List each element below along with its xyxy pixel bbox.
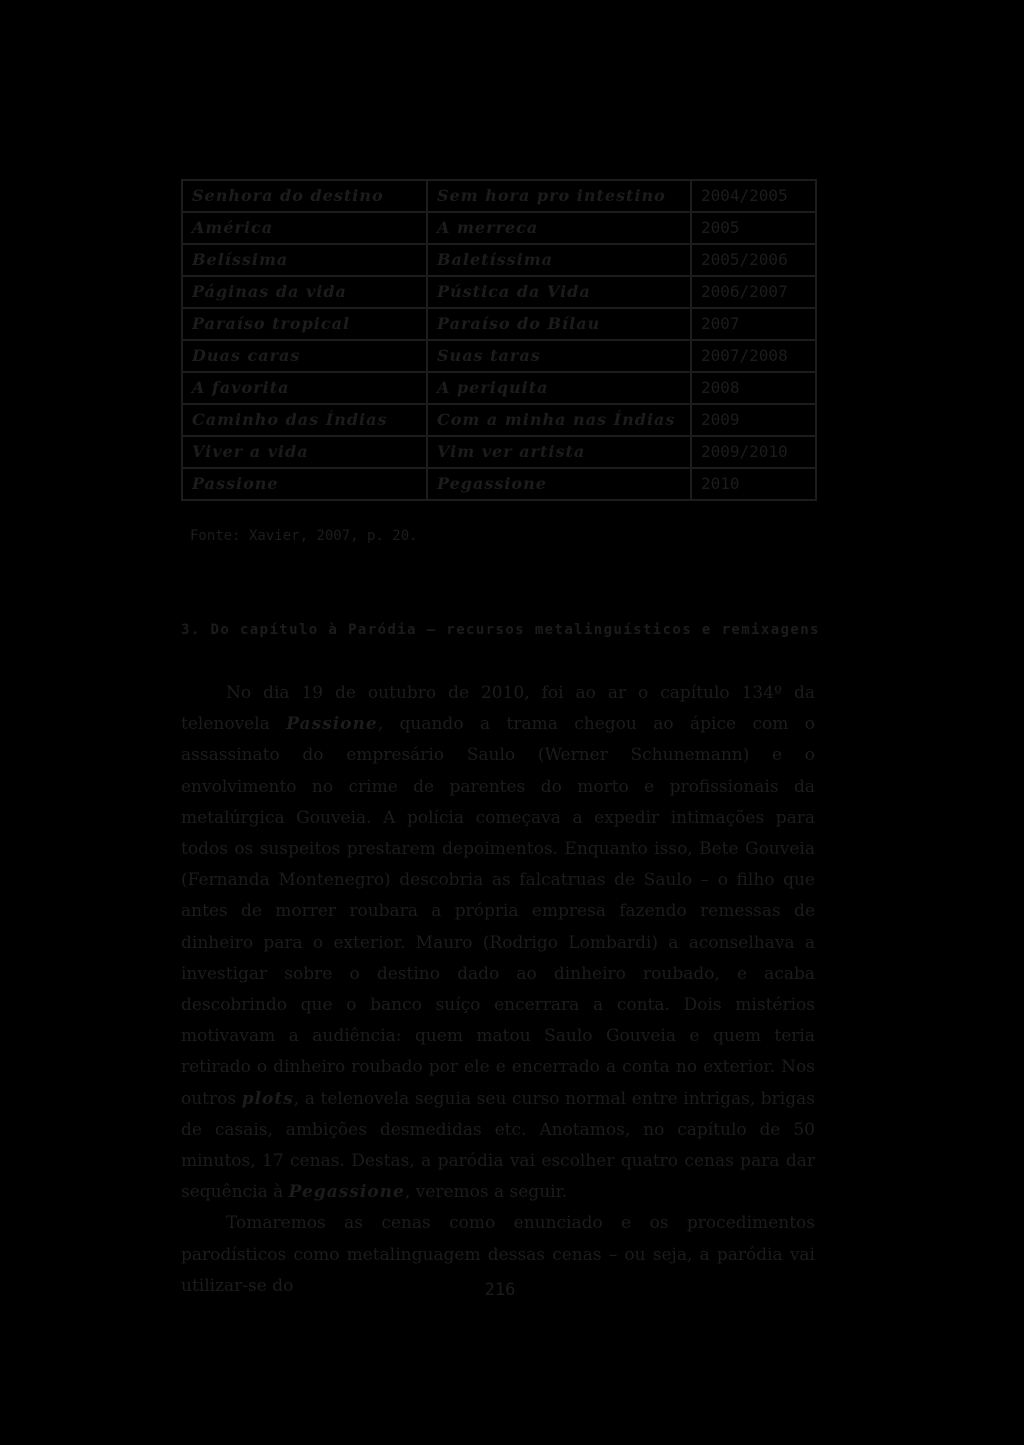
table-row <box>182 340 816 372</box>
parody-title-cell: A merreca <box>427 212 691 244</box>
year-cell: 2004/2005 <box>691 180 816 212</box>
parody-title-cell: Com a minha nas Índias <box>427 404 691 436</box>
italic-term: Passione <box>286 714 378 735</box>
parody-title-cell: Suas taras <box>427 340 691 372</box>
table-source-caption: Fonte: Xavier, 2007, p. 20. <box>190 528 418 544</box>
table-row <box>182 404 816 436</box>
parody-title-cell: Vim ver artista <box>427 436 691 468</box>
year-cell: 2007/2008 <box>691 340 816 372</box>
parody-title-cell: A periquita <box>427 372 691 404</box>
parody-title-cell: Pegassione <box>427 468 691 500</box>
telenovela-title-cell: Senhora do destino <box>182 180 427 212</box>
paragraph-text: , veremos a seguir. <box>404 1182 568 1203</box>
parody-title-cell: Baletíssima <box>427 244 691 276</box>
telenovela-title-cell: A favorita <box>182 372 427 404</box>
year-cell: 2006/2007 <box>691 276 816 308</box>
telenovela-title-cell: Duas caras <box>182 340 427 372</box>
paragraph-text: Tomaremos as cenas como enunciado e os procedimentos parodísticos como metalinguagem dessas cenas – ou seja, a paródia vai utilizar-se do <box>181 1213 815 1296</box>
paragraph-text: , quando a trama chegou ao ápice com o assassinato do empresário Saulo (Werner Schunemann) e o envolvimento no crime de parentes do morto e profissionais da metalúrgica Gouveia. A polícia começava a expedir intimações para todos os suspeitos prestarem depoimentos. Enquanto isso, Bete Gouveia (Fernanda Montenegro) descobria as falcatruas de Saulo – o filho que antes de morrer roubara a própria empresa fazendo remessas de dinheiro para o exterior. Mauro (Rodrigo Lombardi) a aconselhava a investigar sobre o destino dado ao dinheiro roubado, e acaba descobrindo que o banco suíço encerrara a conta. Dois mistérios motivavam a audiência: quem matou Saulo Gouveia e quem teria retirado o dinheiro roubado por ele e encerrado a conta no exterior. Nos outros <box>181 714 816 1109</box>
telenovela-title-cell: Belíssima <box>182 244 427 276</box>
italic-term: Pegassione <box>288 1182 405 1203</box>
telenovela-title-cell: Paraíso tropical <box>182 308 427 340</box>
paragraph-text: , a telenovela seguia seu curso normal entre intrigas, brigas de casais, ambições desmedidas etc. Anotamos, no capítulo de 50 minutos, 17 cenas. Destas, a paródia vai escolher quatro cenas para dar sequência à <box>181 1088 815 1203</box>
year-cell: 2005 <box>691 212 816 244</box>
year-cell: 2007 <box>691 308 816 340</box>
paragraph-text: No dia 19 de outubro de 2010, foi ao ar o capítulo 134º da telenovela <box>181 683 815 735</box>
year-cell: 2009/2010 <box>691 436 816 468</box>
parody-title-cell: Paraíso do Bílau <box>427 308 691 340</box>
table-row <box>182 244 816 276</box>
section-heading: 3. Do capítulo à Paródia – recursos metalinguísticos e remixagens <box>181 622 820 638</box>
telenovela-title-cell: Caminho das Índias <box>182 404 427 436</box>
year-cell: 2010 <box>691 468 816 500</box>
telenovela-title-cell: Passione <box>182 468 427 500</box>
telenovela-title-cell: América <box>182 212 427 244</box>
table-row <box>182 308 816 340</box>
year-cell: 2009 <box>691 404 816 436</box>
parody-title-cell: Sem hora pro intestino <box>427 180 691 212</box>
table-row <box>182 436 816 468</box>
table-row <box>182 276 816 308</box>
table-row <box>182 180 816 212</box>
body-text <box>181 678 815 1302</box>
table-row <box>182 212 816 244</box>
year-cell: 2008 <box>691 372 816 404</box>
telenovela-title-cell: Viver a vida <box>182 436 427 468</box>
parody-title-cell: Pústica da Vida <box>427 276 691 308</box>
telenovela-table-container <box>181 179 815 501</box>
page-number: 216 <box>484 1280 516 1300</box>
italic-term: plots <box>241 1088 294 1109</box>
telenovela-parody-table <box>181 179 817 501</box>
table-row <box>182 372 816 404</box>
table-row <box>182 468 816 500</box>
year-cell: 2005/2006 <box>691 244 816 276</box>
telenovela-title-cell: Páginas da vida <box>182 276 427 308</box>
paragraph <box>181 678 815 1208</box>
